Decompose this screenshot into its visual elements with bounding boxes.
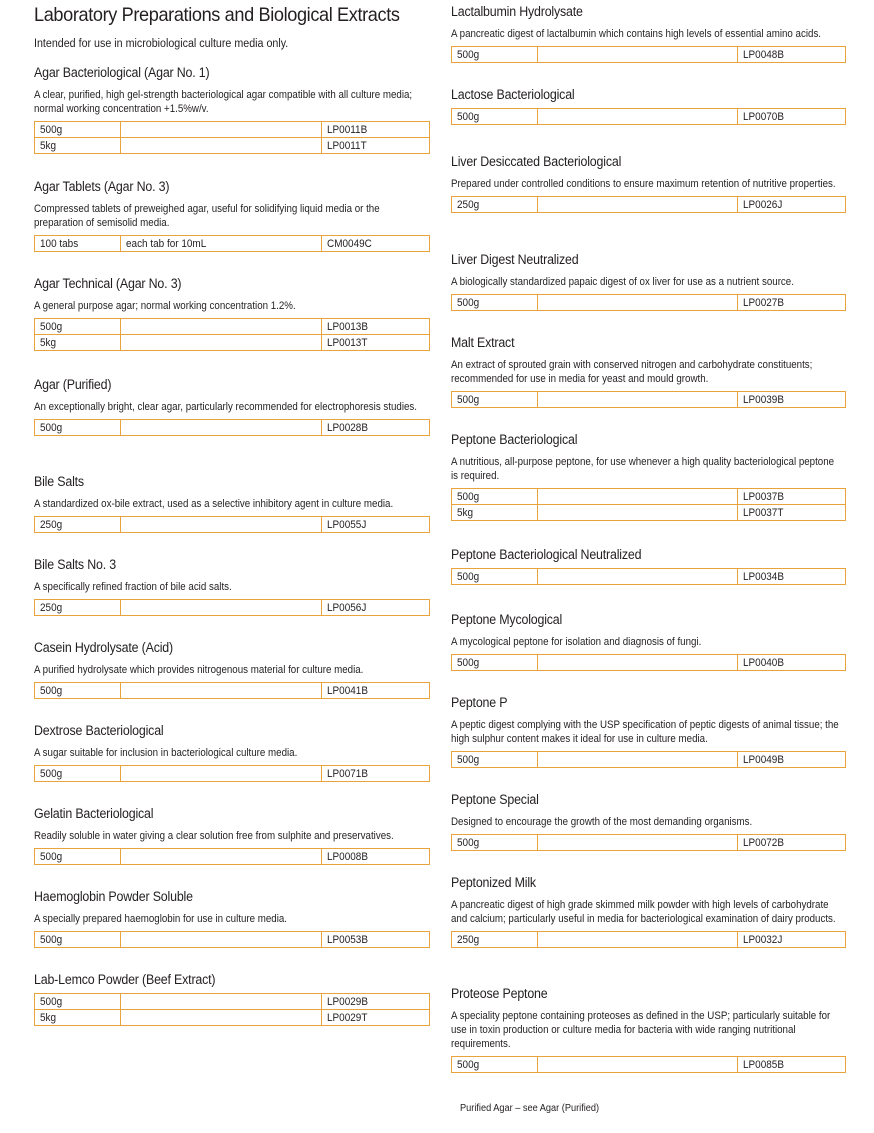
product-table bbox=[451, 488, 846, 521]
pack-size-text: 100 tabs bbox=[40, 237, 79, 250]
product-entry-agar-bacteriological-agar-no-1 bbox=[34, 65, 430, 154]
pack-note-cell bbox=[121, 849, 322, 865]
pack-size-text: 500g bbox=[40, 995, 63, 1008]
catalogue-code-text: LP0026J bbox=[743, 198, 783, 211]
pack-size-cell bbox=[35, 683, 121, 699]
table-row bbox=[452, 835, 846, 851]
pack-size-cell bbox=[35, 138, 121, 154]
catalogue-code-text: LP0028B bbox=[327, 421, 368, 434]
product-title: Liver Digest Neutralized bbox=[451, 252, 579, 267]
product-entry-peptone-bacteriological bbox=[451, 432, 846, 521]
table-row bbox=[35, 517, 430, 533]
product-description: A general purpose agar; normal working concentration 1.2%. bbox=[34, 300, 296, 312]
table-row bbox=[35, 420, 430, 436]
table-row bbox=[35, 1010, 430, 1026]
product-title: Peptone P bbox=[451, 695, 508, 710]
product-title: Agar (Purified) bbox=[34, 377, 112, 392]
pack-note-cell bbox=[121, 138, 322, 154]
catalogue-code-cell bbox=[738, 489, 846, 505]
table-row bbox=[35, 138, 430, 154]
product-table bbox=[451, 108, 846, 125]
pack-note-cell bbox=[538, 932, 738, 948]
pack-size-cell bbox=[452, 835, 538, 851]
table-row bbox=[452, 569, 846, 585]
pack-size-text: 500g bbox=[40, 684, 63, 697]
pack-size-cell bbox=[452, 489, 538, 505]
table-row bbox=[35, 849, 430, 865]
product-title: Gelatin Bacteriological bbox=[34, 806, 154, 821]
pack-size-cell bbox=[452, 109, 538, 125]
product-entry-peptone-bacteriological-neutralized bbox=[451, 547, 846, 585]
product-table bbox=[34, 235, 430, 252]
pack-note-cell bbox=[538, 489, 738, 505]
pack-size-cell bbox=[35, 236, 121, 252]
product-table bbox=[34, 121, 430, 154]
table-row bbox=[452, 752, 846, 768]
product-title: Peptone Mycological bbox=[451, 612, 563, 627]
pack-size-text: 5kg bbox=[457, 506, 474, 519]
pack-note-cell bbox=[121, 994, 322, 1010]
catalogue-code-cell bbox=[322, 849, 430, 865]
product-title: Bile Salts bbox=[34, 474, 84, 489]
table-row bbox=[452, 295, 846, 311]
pack-note-cell bbox=[121, 420, 322, 436]
catalogue-code-cell bbox=[322, 600, 430, 616]
table-row bbox=[35, 122, 430, 138]
product-description: A specially prepared haemoglobin for use in culture media. bbox=[34, 913, 288, 925]
catalogue-code-text: LP0049B bbox=[743, 753, 784, 766]
product-title: Peptone Special bbox=[451, 792, 539, 807]
product-description: A pancreatic digest of high grade skimmed milk powder with high levels of carbohydrate and calcium; particularly useful in media for bacteriological examination of dairy products. bbox=[451, 899, 836, 925]
catalogue-code-text: LP0034B bbox=[743, 570, 784, 583]
product-entry-malt-extract bbox=[451, 335, 846, 408]
catalogue-code-text: LP0013B bbox=[327, 320, 368, 333]
product-entry-bile-salts bbox=[34, 474, 430, 533]
catalogue-code-cell bbox=[738, 932, 846, 948]
catalogue-code-text: LP0039B bbox=[743, 393, 784, 406]
pack-size-text: 500g bbox=[457, 656, 480, 669]
catalogue-code-cell bbox=[738, 109, 846, 125]
pack-note-cell bbox=[121, 335, 322, 351]
product-table bbox=[451, 1056, 846, 1073]
product-entry-casein-hydrolysate-acid bbox=[34, 640, 430, 699]
product-table bbox=[34, 419, 430, 436]
catalogue-code-text: LP0011B bbox=[327, 123, 368, 136]
pack-size-cell bbox=[452, 505, 538, 521]
catalogue-code-text: LP0029B bbox=[327, 995, 368, 1008]
product-title: Bile Salts No. 3 bbox=[34, 557, 116, 572]
product-table bbox=[34, 993, 430, 1026]
catalogue-code-cell bbox=[738, 392, 846, 408]
pack-note-cell bbox=[538, 109, 738, 125]
product-title: Lab-Lemco Powder (Beef Extract) bbox=[34, 972, 216, 987]
table-row bbox=[452, 197, 846, 213]
catalogue-code-cell bbox=[738, 47, 846, 63]
catalogue-code-text: LP0056J bbox=[327, 601, 367, 614]
pack-note-text: each tab for 10mL bbox=[126, 237, 207, 250]
table-row bbox=[35, 932, 430, 948]
catalogue-code-text: LP0070B bbox=[743, 110, 784, 123]
pack-size-cell bbox=[452, 569, 538, 585]
catalogue-code-cell bbox=[322, 932, 430, 948]
pack-note-cell bbox=[121, 766, 322, 782]
product-description: A clear, purified, high gel-strength bacteriological agar compatible with all culture media; normal working concentration +1.5%w/v. bbox=[34, 89, 413, 115]
table-row bbox=[35, 994, 430, 1010]
product-description: An exceptionally bright, clear agar, particularly recommended for electrophoresis studies. bbox=[34, 401, 418, 413]
pack-size-text: 250g bbox=[457, 198, 480, 211]
table-row bbox=[452, 489, 846, 505]
catalogue-code-cell bbox=[322, 420, 430, 436]
catalogue-code-text: LP0071B bbox=[327, 767, 368, 780]
catalogue-code-cell bbox=[322, 319, 430, 335]
catalogue-code-cell bbox=[738, 295, 846, 311]
product-table bbox=[451, 391, 846, 408]
product-title: Agar Bacteriological (Agar No. 1) bbox=[34, 65, 210, 80]
pack-size-cell bbox=[452, 1057, 538, 1073]
product-entry-agar-technical-agar-no-3 bbox=[34, 276, 430, 351]
product-description: A pancreatic digest of lactalbumin which contains high levels of essential amino acids. bbox=[451, 28, 822, 40]
pack-note-cell bbox=[538, 655, 738, 671]
catalogue-code-text: CM0049C bbox=[327, 237, 372, 250]
intro-text: Intended for use in microbiological culture media only. bbox=[34, 38, 289, 50]
catalogue-code-cell bbox=[738, 752, 846, 768]
pack-note-cell bbox=[121, 932, 322, 948]
catalogue-code-cell bbox=[322, 517, 430, 533]
catalogue-code-text: LP0011T bbox=[327, 139, 367, 152]
catalogue-code-text: LP0055J bbox=[327, 518, 367, 531]
catalogue-code-cell bbox=[322, 766, 430, 782]
pack-size-cell bbox=[35, 766, 121, 782]
catalogue-code-text: LP0072B bbox=[743, 836, 784, 849]
product-entry-proteose-peptone bbox=[451, 986, 846, 1073]
table-row bbox=[35, 683, 430, 699]
table-row bbox=[35, 236, 430, 252]
pack-size-cell bbox=[452, 655, 538, 671]
pack-size-text: 5kg bbox=[40, 336, 57, 349]
product-table bbox=[34, 599, 430, 616]
product-description: A biologically standardized papaic digest of ox liver for use as a nutrient source. bbox=[451, 276, 794, 288]
pack-size-text: 250g bbox=[40, 601, 63, 614]
catalogue-code-cell bbox=[322, 994, 430, 1010]
pack-note-cell bbox=[538, 569, 738, 585]
product-description: A peptic digest complying with the USP specification of peptic digests of animal tissue; the high sulphur content makes it ideal for use in culture media. bbox=[451, 719, 839, 745]
pack-note-cell bbox=[121, 122, 322, 138]
catalogue-code-cell bbox=[738, 569, 846, 585]
pack-size-text: 250g bbox=[40, 518, 63, 531]
pack-size-text: 250g bbox=[457, 933, 480, 946]
product-entry-lab-lemco-powder-beef-extract bbox=[34, 972, 430, 1026]
pack-note-cell bbox=[538, 835, 738, 851]
pack-size-cell bbox=[35, 1010, 121, 1026]
product-entry-peptonized-milk bbox=[451, 875, 846, 948]
pack-note-cell bbox=[538, 197, 738, 213]
pack-size-cell bbox=[35, 319, 121, 335]
table-row bbox=[35, 319, 430, 335]
product-description: Readily soluble in water giving a clear solution free from sulphite and preservatives. bbox=[34, 830, 394, 842]
table-row bbox=[452, 109, 846, 125]
product-title: Proteose Peptone bbox=[451, 986, 548, 1001]
product-title: Agar Tablets (Agar No. 3) bbox=[34, 179, 170, 194]
product-table bbox=[451, 654, 846, 671]
pack-size-text: 500g bbox=[457, 393, 480, 406]
product-entry-gelatin-bacteriological bbox=[34, 806, 430, 865]
product-title: Malt Extract bbox=[451, 335, 515, 350]
product-title: Casein Hydrolysate (Acid) bbox=[34, 640, 173, 655]
catalogue-code-cell bbox=[738, 835, 846, 851]
product-table bbox=[451, 294, 846, 311]
pack-size-cell bbox=[35, 122, 121, 138]
table-row bbox=[452, 505, 846, 521]
product-description: A standardized ox-bile extract, used as a selective inhibitory agent in culture media. bbox=[34, 498, 394, 510]
catalogue-code-cell bbox=[322, 138, 430, 154]
product-entry-agar-purified bbox=[34, 377, 430, 436]
product-table bbox=[451, 751, 846, 768]
pack-size-text: 500g bbox=[457, 753, 480, 766]
pack-size-text: 500g bbox=[457, 1058, 480, 1071]
pack-note-cell bbox=[538, 752, 738, 768]
table-row bbox=[35, 335, 430, 351]
product-entry-dextrose-bacteriological bbox=[34, 723, 430, 782]
product-title: Lactose Bacteriological bbox=[451, 87, 575, 102]
pack-size-cell bbox=[35, 420, 121, 436]
pack-size-text: 500g bbox=[457, 836, 480, 849]
pack-size-cell bbox=[452, 47, 538, 63]
pack-size-cell bbox=[35, 517, 121, 533]
pack-note-cell bbox=[538, 392, 738, 408]
product-entry-liver-digest-neutralized bbox=[451, 252, 846, 311]
product-table bbox=[451, 568, 846, 585]
pack-note-cell bbox=[121, 1010, 322, 1026]
pack-size-text: 500g bbox=[40, 320, 63, 333]
product-description: An extract of sprouted grain with conserved nitrogen and carbohydrate constituents; recommended for use in media for yeast and mould growth. bbox=[451, 359, 813, 385]
pack-size-cell bbox=[452, 932, 538, 948]
product-description: Designed to encourage the growth of the most demanding organisms. bbox=[451, 816, 753, 828]
catalogue-code-text: LP0032J bbox=[743, 933, 783, 946]
table-row bbox=[452, 655, 846, 671]
product-description: Compressed tablets of preweighed agar, useful for solidifying liquid media or the preparation of semisolid media. bbox=[34, 203, 380, 229]
product-description: A specifically refined fraction of bile acid salts. bbox=[34, 581, 232, 593]
table-row bbox=[35, 600, 430, 616]
catalogue-code-cell bbox=[738, 197, 846, 213]
pack-note-cell bbox=[538, 1057, 738, 1073]
pack-size-text: 500g bbox=[40, 933, 63, 946]
product-entry-haemoglobin-powder-soluble bbox=[34, 889, 430, 948]
product-table bbox=[34, 931, 430, 948]
pack-note-cell bbox=[538, 295, 738, 311]
product-entry-liver-desiccated-bacteriological bbox=[451, 154, 846, 213]
pack-size-text: 500g bbox=[457, 570, 480, 583]
product-title: Peptone Bacteriological Neutralized bbox=[451, 547, 642, 562]
catalogue-code-cell bbox=[322, 122, 430, 138]
pack-note-cell bbox=[121, 236, 322, 252]
pack-size-cell bbox=[35, 600, 121, 616]
product-title: Lactalbumin Hydrolysate bbox=[451, 4, 583, 19]
product-entry-peptone-p bbox=[451, 695, 846, 768]
catalogue-code-text: LP0013T bbox=[327, 336, 368, 349]
pack-size-text: 500g bbox=[40, 850, 63, 863]
footnote: Purified Agar – see Agar (Purified) bbox=[460, 1103, 600, 1114]
table-row bbox=[35, 766, 430, 782]
product-description: A purified hydrolysate which provides nitrogenous material for culture media. bbox=[34, 664, 364, 676]
product-table bbox=[451, 46, 846, 63]
pack-note-cell bbox=[121, 600, 322, 616]
product-table bbox=[34, 318, 430, 351]
pack-size-cell bbox=[35, 932, 121, 948]
catalogue-code-text: LP0037T bbox=[743, 506, 784, 519]
product-entry-peptone-special bbox=[451, 792, 846, 851]
product-description: A speciality peptone containing proteoses as defined in the USP; particularly suitable for use in toxin production or culture media for bacteria with wide ranging nutritional requirements. bbox=[451, 1010, 831, 1050]
page-title: Laboratory Preparations and Biological Extracts bbox=[34, 4, 400, 26]
product-title: Haemoglobin Powder Soluble bbox=[34, 889, 193, 904]
catalogue-code-cell bbox=[322, 683, 430, 699]
pack-size-cell bbox=[35, 335, 121, 351]
table-row bbox=[452, 47, 846, 63]
product-table bbox=[451, 931, 846, 948]
pack-note-cell bbox=[538, 47, 738, 63]
product-entry-peptone-mycological bbox=[451, 612, 846, 671]
catalogue-code-text: LP0029T bbox=[327, 1011, 368, 1024]
catalogue-code-text: LP0085B bbox=[743, 1058, 784, 1071]
catalogue-code-text: LP0041B bbox=[327, 684, 368, 697]
pack-size-text: 500g bbox=[40, 767, 63, 780]
catalogue-code-cell bbox=[322, 335, 430, 351]
catalogue-code-text: LP0027B bbox=[743, 296, 784, 309]
pack-size-text: 500g bbox=[457, 296, 480, 309]
pack-note-cell bbox=[121, 517, 322, 533]
product-entry-bile-salts-no-3 bbox=[34, 557, 430, 616]
product-table bbox=[451, 196, 846, 213]
product-title: Peptone Bacteriological bbox=[451, 432, 578, 447]
pack-size-cell bbox=[35, 994, 121, 1010]
pack-size-cell bbox=[452, 752, 538, 768]
product-table bbox=[451, 834, 846, 851]
pack-size-text: 5kg bbox=[40, 1011, 57, 1024]
catalogue-code-cell bbox=[322, 1010, 430, 1026]
product-entry-lactalbumin-hydrolysate bbox=[451, 4, 846, 63]
product-description: A nutritious, all-purpose peptone, for use whenever a high quality bacteriological peptone is required. bbox=[451, 456, 835, 482]
product-title: Liver Desiccated Bacteriological bbox=[451, 154, 622, 169]
catalogue-code-cell bbox=[738, 655, 846, 671]
catalogue-code-text: LP0008B bbox=[327, 850, 368, 863]
product-description: Prepared under controlled conditions to ensure maximum retention of nutritive properties. bbox=[451, 178, 836, 190]
pack-size-text: 500g bbox=[457, 490, 480, 503]
pack-size-cell bbox=[452, 295, 538, 311]
catalogue-code-cell bbox=[738, 505, 846, 521]
pack-note-cell bbox=[121, 319, 322, 335]
table-row bbox=[452, 932, 846, 948]
product-title: Agar Technical (Agar No. 3) bbox=[34, 276, 182, 291]
product-title: Dextrose Bacteriological bbox=[34, 723, 164, 738]
table-row bbox=[452, 392, 846, 408]
pack-size-cell bbox=[452, 197, 538, 213]
product-title: Peptonized Milk bbox=[451, 875, 536, 890]
product-entry-lactose-bacteriological bbox=[451, 87, 846, 125]
product-description: A mycological peptone for isolation and diagnosis of fungi. bbox=[451, 636, 702, 648]
pack-size-text: 500g bbox=[457, 110, 480, 123]
pack-size-cell bbox=[35, 849, 121, 865]
pack-size-text: 500g bbox=[40, 421, 63, 434]
pack-note-cell bbox=[538, 505, 738, 521]
pack-size-text: 500g bbox=[457, 48, 480, 61]
product-table bbox=[34, 765, 430, 782]
catalogue-code-text: LP0048B bbox=[743, 48, 784, 61]
product-entry-agar-tablets-agar-no-3 bbox=[34, 179, 430, 252]
catalogue-code-text: LP0040B bbox=[743, 656, 784, 669]
pack-note-cell bbox=[121, 683, 322, 699]
product-table bbox=[34, 516, 430, 533]
product-description: A sugar suitable for inclusion in bacteriological culture media. bbox=[34, 747, 298, 759]
table-row bbox=[452, 1057, 846, 1073]
product-table bbox=[34, 682, 430, 699]
pack-size-text: 500g bbox=[40, 123, 63, 136]
catalogue-code-cell bbox=[322, 236, 430, 252]
catalogue-code-text: LP0053B bbox=[327, 933, 368, 946]
catalogue-code-cell bbox=[738, 1057, 846, 1073]
pack-size-text: 5kg bbox=[40, 139, 57, 152]
product-table bbox=[34, 848, 430, 865]
pack-size-cell bbox=[452, 392, 538, 408]
catalogue-code-text: LP0037B bbox=[743, 490, 784, 503]
